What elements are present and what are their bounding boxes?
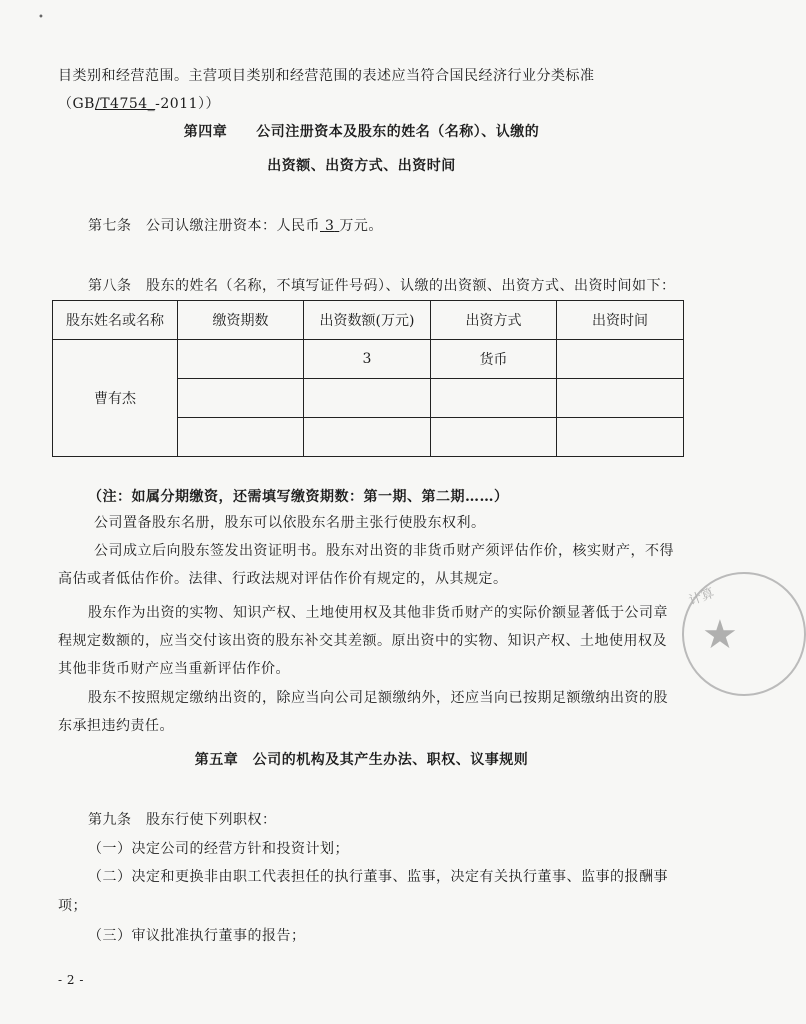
official-seal <box>682 572 806 696</box>
table-row <box>53 340 684 379</box>
table-header: 出资时间 <box>557 301 684 340</box>
table-header: 股东姓名或名称 <box>53 301 178 340</box>
scan-mark: • <box>38 12 44 23</box>
paragraph: 其他非货币财产应当重新评估作价。 <box>58 661 290 677</box>
table-cell <box>178 340 304 379</box>
table-cell: 货币 <box>431 340 557 379</box>
article-9: 第九条 股东行使下列职权： <box>88 812 277 828</box>
list-item: （一）决定公司的经营方针和投资计划； <box>88 841 349 857</box>
table-header: 出资方式 <box>431 301 557 340</box>
article-7: 第七条 公司认缴注册资本：人民币 3 万元。 <box>88 218 383 234</box>
list-item: （三）审议批准执行董事的报告； <box>88 928 306 944</box>
page-number: - 2 - <box>58 973 84 987</box>
table-cell <box>557 418 684 457</box>
list-item: 项； <box>58 898 87 914</box>
table-cell <box>557 340 684 379</box>
paragraph: 股东不按照规定缴纳出资的，除应当向公司足额缴纳外，还应当向已按期足额缴纳出资的股 <box>88 690 668 706</box>
paragraph: 高估或者低估作价。法律、行政法规对评估作价有规定的，从其规定。 <box>58 571 508 587</box>
paragraph: 公司置备股东名册，股东可以依股东名册主张行使股东权利。 <box>94 515 486 531</box>
shareholder-name: 曹有杰 <box>53 340 178 457</box>
table-cell: 3 <box>304 340 431 379</box>
seal-text: 计算 <box>686 585 717 609</box>
table-note: （注：如属分期缴资，还需填写缴资期数：第一期、第二期……） <box>88 489 509 505</box>
table-header: 缴资期数 <box>178 301 304 340</box>
chapter-title: 第五章 公司的机构及其产生办法、职权、议事规则 <box>194 752 529 768</box>
star-icon: ★ <box>702 612 738 658</box>
chapter-title: 出资额、出资方式、出资时间 <box>267 158 456 174</box>
table-header: 出资数额(万元) <box>304 301 431 340</box>
table-cell <box>431 379 557 418</box>
table-cell <box>431 418 557 457</box>
paragraph: 东承担违约责任。 <box>58 718 174 734</box>
paragraph: 股东作为出资的实物、知识产权、土地使用权及其他非货币财产的实际价额显著低于公司章 <box>88 605 668 621</box>
text-line: （GB/T4754_-2011）） <box>58 96 221 112</box>
table-cell <box>557 379 684 418</box>
article-8: 第八条 股东的姓名（名称，不填写证件号码）、认缴的出资额、出资方式、出资时间如下： <box>88 278 676 294</box>
table-cell <box>304 418 431 457</box>
table-cell <box>304 379 431 418</box>
shareholder-table <box>52 300 684 457</box>
chapter-title: 第四章 公司注册资本及股东的姓名（名称）、认缴的 <box>183 124 540 140</box>
table-cell <box>178 418 304 457</box>
table-cell <box>178 379 304 418</box>
paragraph: 程规定数额的，应当交付该出资的股东补交其差额。原出资中的实物、知识产权、土地使用权及 <box>58 633 667 649</box>
paragraph: 公司成立后向股东签发出资证明书。股东对出资的非货币财产须评估作价，核实财产，不得 <box>94 543 674 559</box>
table-header-row <box>53 301 684 340</box>
text-line: 目类别和经营范围。主营项目类别和经营范围的表述应当符合国民经济行业分类标准 <box>58 68 595 84</box>
list-item: （二）决定和更换非由职工代表担任的执行董事、监事，决定有关执行董事、监事的报酬事 <box>88 869 668 885</box>
